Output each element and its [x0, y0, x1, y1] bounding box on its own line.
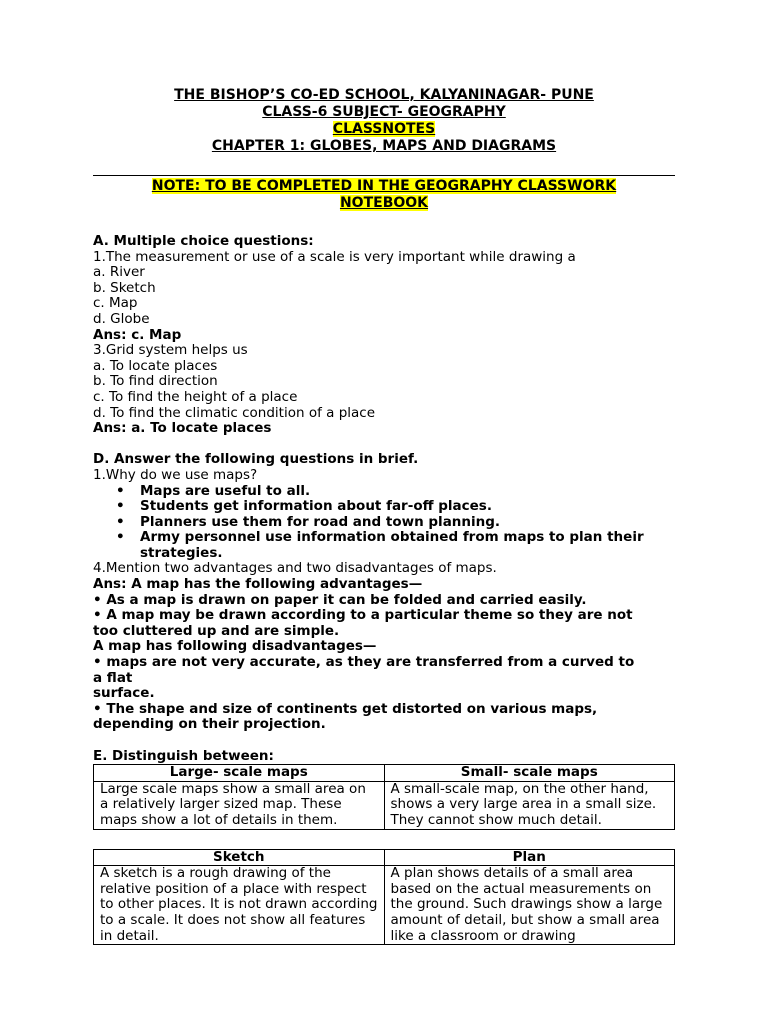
- table-header: Small- scale maps: [384, 765, 675, 782]
- option-d: d. To find the climatic condition of a place: [93, 404, 376, 421]
- note-line-1: [152, 178, 616, 194]
- table-row: [94, 781, 675, 829]
- answer-line: • The shape and size of continents get distorted on various maps,: [93, 700, 598, 717]
- document-page: [93, 87, 675, 945]
- list-item: [140, 530, 675, 561]
- chapter-title: CHAPTER 1: GLOBES, MAPS AND DIAGRAMS: [211, 138, 557, 154]
- answer-line: a flat: [93, 669, 133, 686]
- table-cell: Large scale maps show a small area on a relatively larger sized map. These maps show a lot of details in them.: [94, 781, 385, 829]
- answer-line: depending on their projection.: [93, 716, 326, 733]
- table-cell: A plan shows details of a small area based on the actual measurements on the ground. Such drawings show a large amount of detail, but show a small area like a classroom or drawing: [384, 866, 675, 945]
- note-text-1: TO BE COMPLETED IN THE GEOGRAPHY CLASSWORK: [200, 178, 617, 194]
- option-d: d. Globe: [93, 310, 150, 327]
- answer-1: Ans: c. Map: [93, 326, 182, 343]
- question-3: 3.Grid system helps us: [93, 342, 248, 359]
- table-header: Plan: [384, 849, 675, 866]
- sketch-plan-table: [93, 849, 675, 946]
- section-a-heading: A. Multiple choice questions:: [93, 233, 314, 249]
- option-a: a. To locate places: [93, 357, 218, 374]
- section-d-heading: D. Answer the following questions in brief.: [93, 451, 419, 468]
- class-subject: CLASS-6 SUBJECT- GEOGRAPHY: [262, 104, 506, 120]
- answer-line: Ans: A map has the following advantages—: [93, 576, 423, 593]
- note-line-2: NOTEBOOK: [339, 195, 429, 211]
- option-a: a. River: [93, 264, 145, 281]
- option-c: c. Map: [93, 295, 138, 312]
- table-cell: A sketch is a rough drawing of the relative position of a place with respect to other places. It is not drawn according to a scale. It does not show all features in detail.: [94, 866, 385, 945]
- table-header: Large- scale maps: [94, 765, 385, 782]
- classnotes-highlight: CLASSNOTES: [332, 121, 436, 137]
- option-c: c. To find the height of a place: [93, 388, 298, 405]
- table-header-row: [94, 849, 675, 866]
- list-item: • Planners use them for road and town planning.: [140, 515, 675, 531]
- note-label: NOTE:: [151, 178, 201, 194]
- answer-line: too cluttered up and are simple.: [93, 622, 340, 639]
- answer-line: A map has following disadvantages—: [93, 638, 377, 655]
- table-row: [94, 866, 675, 945]
- list-item-text: Army personnel use information obtained from maps to plan their: [140, 529, 644, 546]
- note-banner: [93, 178, 675, 212]
- answer-line: surface.: [93, 685, 155, 702]
- maps-uses-list: [93, 484, 675, 562]
- section-e-heading: E. Distinguish between:: [93, 747, 274, 764]
- answer-line: • As a map is drawn on paper it can be folded and carried easily.: [93, 591, 587, 608]
- classnotes-label: [93, 121, 675, 138]
- list-item: • Maps are useful to all.: [140, 484, 675, 500]
- option-b: b. To find direction: [93, 373, 218, 390]
- question-1: 1.The measurement or use of a scale is very important while drawing a: [93, 248, 576, 265]
- table-header-row: [94, 765, 675, 782]
- answer-line: • A map may be drawn according to a particular theme so they are not: [93, 607, 633, 624]
- table-cell: A small-scale map, on the other hand, shows a very large area in a small size. They cannot show much detail.: [384, 781, 675, 829]
- question-d4: 4.Mention two advantages and two disadvantages of maps.: [93, 560, 497, 577]
- school-title: THE BISHOP’S CO-ED SCHOOL, KALYANINAGAR- PUNE: [174, 87, 594, 103]
- option-b: b. Sketch: [93, 279, 156, 296]
- table-header: Sketch: [94, 849, 385, 866]
- list-item: • Students get information about far-off places.: [140, 499, 675, 515]
- divider: [93, 175, 675, 176]
- answer-line: • maps are not very accurate, as they are transferred from a curved to: [93, 654, 635, 671]
- list-item-continuation: strategies.: [140, 544, 223, 561]
- answer-3: Ans: a. To locate places: [93, 420, 272, 437]
- scale-maps-table: [93, 764, 675, 829]
- question-d1: 1.Why do we use maps?: [93, 466, 258, 483]
